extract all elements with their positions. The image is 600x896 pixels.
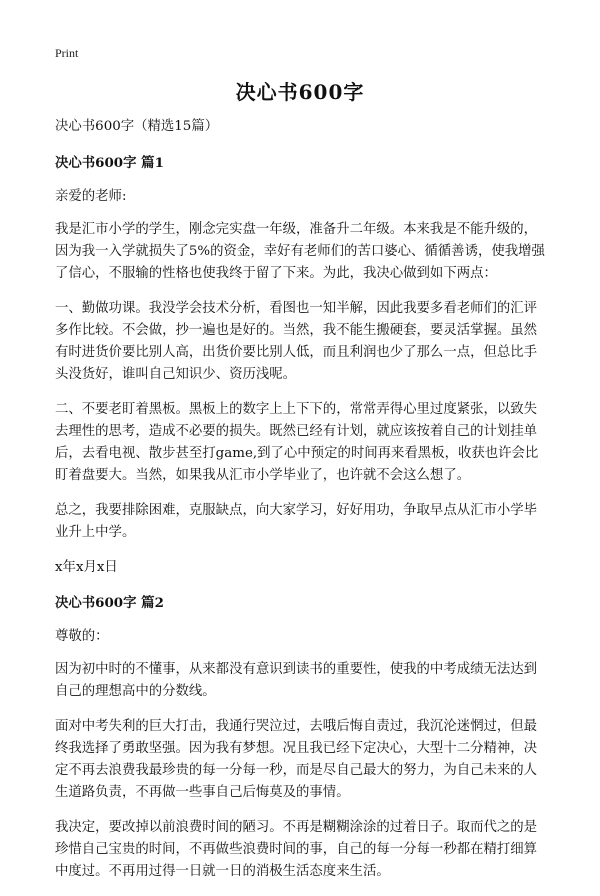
section-1 bbox=[55, 152, 549, 579]
paragraph: 我决定，要改掉以前浪费时间的陋习。不再是糊糊涂涂的过着日子。取而代之的是珍惜自己宝贵的时间，不再做些浪费时间的事，自己的每一分每一秒都在精打细算中度过。不再用过得一日就一日的消极生活态度来生活。 bbox=[55, 820, 538, 879]
paragraph: 面对中考失利的巨大打击，我通行哭泣过，去哦后悔自责过，我沉沦迷惘过，但最终我选择了勇敢坚强。因为我有梦想。况且我已经下定决心，大型十二分精神，决定不再去浪费我最珍贵的每一分每一秒，而是尽自己最大的努力，为自己未来的人生道路负责，不再做一些事自己后悔莫及的事情。 bbox=[55, 719, 538, 800]
print-link[interactable]: Print bbox=[55, 46, 79, 60]
section-heading: 决心书600字 篇2 bbox=[55, 595, 164, 611]
date-line: x年x月x日 bbox=[55, 560, 118, 575]
paragraph: 我是汇市小学的学生，刚念完实盘一年级，准备升二年级。本来我是不能升级的，因为我一入学就损失了5%的资金，幸好有老师们的苦口婆心、循循善诱，使我增强了信心，不服输的性格也使我终于留了下来。为此，我决心做到如下两点： bbox=[55, 222, 545, 281]
paragraph: 总之，我要排除困难，克服缺点，向大家学习，好好用功，争取早点从汇市小学毕业升上中学。 bbox=[55, 503, 538, 540]
section-heading: 决心书600字 篇1 bbox=[55, 155, 164, 171]
paragraph: 二、不要老盯着黑板。黑板上的数字上上下下的，常常弄得心里过度紧张，以致失去理性的思考，造成不必要的损失。既然已经有计划，就应该按着自己的计划挂单后，去看电视、散步甚至打game,到了心中预定的时间再来看黑板，收获也许会比盯着盘要大。当然，如果我从汇市小学毕业了，也许就不会这么想了。 bbox=[55, 402, 539, 483]
document-subtitle: 决心书600字（精选15篇） bbox=[55, 119, 219, 134]
page-title: 决心书600字 bbox=[235, 80, 365, 104]
salutation: 尊敬的： bbox=[55, 629, 109, 644]
document-body bbox=[55, 116, 549, 896]
salutation: 亲爱的老师: bbox=[55, 189, 127, 204]
paragraph: 一、勤做功课。我没学会技术分析，看图也一知半解，因此我要多看老师们的汇评多作比较。不会做，抄一遍也是好的。当然，我不能生搬硬套，要灵活掌握。虽然有时进货价要比别人高，出货价要比别人低，而且利润也少了那么一点，但总比手头没货好，谁叫自己知识少、资历浅呢。 bbox=[55, 301, 538, 382]
section-2 bbox=[55, 592, 549, 883]
paragraph: 因为初中时的不懂事，从来都没有意识到读书的重要性，使我的中考成绩无法达到自己的理想高中的分数线。 bbox=[55, 662, 538, 699]
